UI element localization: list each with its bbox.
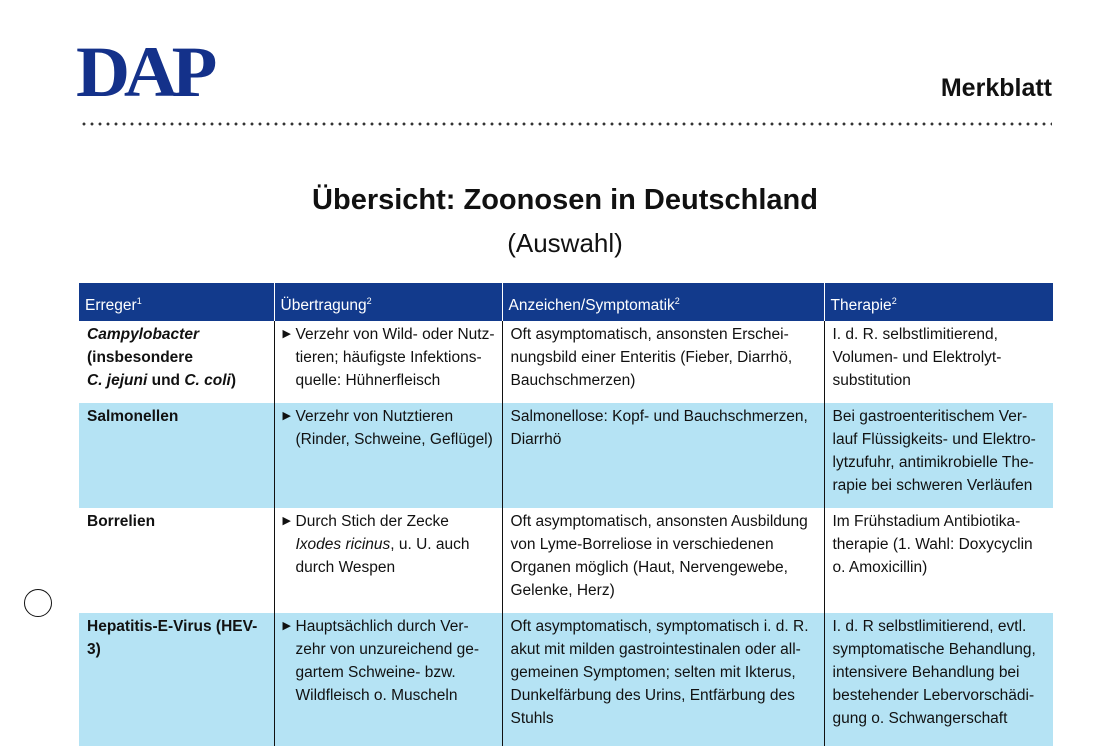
table-header-row [79,283,1053,321]
column-header-symptoms: Anzeichen/Symptomatik$^2$ [502,283,824,321]
table-row [79,613,1053,746]
triangle-bullet-icon: ▶ [282,515,291,527]
therapy-cell: Bei gastroenteritischem Ver-lauf Flüssigkeits- und Elektro-lytzufuhr, antimikrobielle The-rapie bei schweren Verläufen [824,403,1053,508]
pathogen-cell: Hepatitis-E-Virus (HEV-3) [79,613,274,746]
triangle-bullet-icon: ▶ [282,328,291,340]
document-type-label: Merkblatt [940,74,1052,102]
triangle-bullet-icon: ▶ [282,410,291,422]
column-header-therapy: Therapie$^2$ [824,283,1053,321]
page-title: Übersicht: Zoonosen in Deutschland [312,184,818,216]
transmission-cell: ▶ Hauptsächlich durch Ver-zehr von unzureichend ge-gartem Schweine- bzw. Wildfleisch o. Muscheln [274,613,502,746]
transmission-cell: ▶ Verzehr von Wild- oder Nutz-tieren; häufigste Infektions-quelle: Hühnerfleisch [274,321,502,403]
table-row [79,403,1053,508]
column-header-transmission: Übertragung$^2$ [274,283,502,321]
symptoms-cell: Oft asymptomatisch, symptomatisch i. d. R. akut mit milden gastrointestinalen oder all-gemeinen Symptomen; selten mit Ikterus, Dunkelfärbung des Urins, Entfärbung des Stuhls [502,613,824,746]
symptoms-cell: Oft asymptomatisch, ansonsten Erschei-nungsbild einer Enteritis (Fieber, Diarrhö, Bauchschmerzen) [502,321,824,403]
table-row [79,321,1053,403]
pathogen-cell: Borrelien [79,508,274,613]
column-header-pathogen: Erreger$^1$ [79,283,274,321]
zoonoses-table [79,283,1053,746]
transmission-cell: ▶ Verzehr von Nutztieren (Rinder, Schweine, Geflügel) [274,403,502,508]
therapy-cell: Im Frühstadium Antibiotika-therapie (1. Wahl: Doxycyclin o. Amoxicillin) [824,508,1053,613]
triangle-bullet-icon: ▶ [282,620,291,632]
pathogen-cell: Salmonellen [79,403,274,508]
therapy-cell: I. d. R. selbstlimitierend, Volumen- und Elektrolyt-substitution [824,321,1053,403]
table-row [79,508,1053,613]
therapy-cell: I. d. R selbstlimitierend, evtl. symptomatische Behandlung, intensivere Behandlung bei bestehender Lebervorschädi-gung o. Schwangerschaft [824,613,1053,746]
transmission-cell: ▶ Durch Stich der Zecke Ixodes ricinus, u. U. auch durch Wespen [274,508,502,613]
symptoms-cell: Salmonellose: Kopf- und Bauchschmerzen, Diarrhö [502,403,824,508]
dap-logo: DAP [76,32,212,112]
pathogen-cell: Campylobacter (insbesondere C. jejuni und C. coli) [79,321,274,403]
symptoms-cell: Oft asymptomatisch, ansonsten Ausbildung von Lyme-Borreliose in verschiedenen Organen möglich (Haut, Nervengewebe, Gelenke, Herz) [502,508,824,613]
dotted-divider [80,122,1052,126]
radio-button[interactable] [24,589,52,617]
page-subtitle: (Auswahl) [507,228,623,258]
